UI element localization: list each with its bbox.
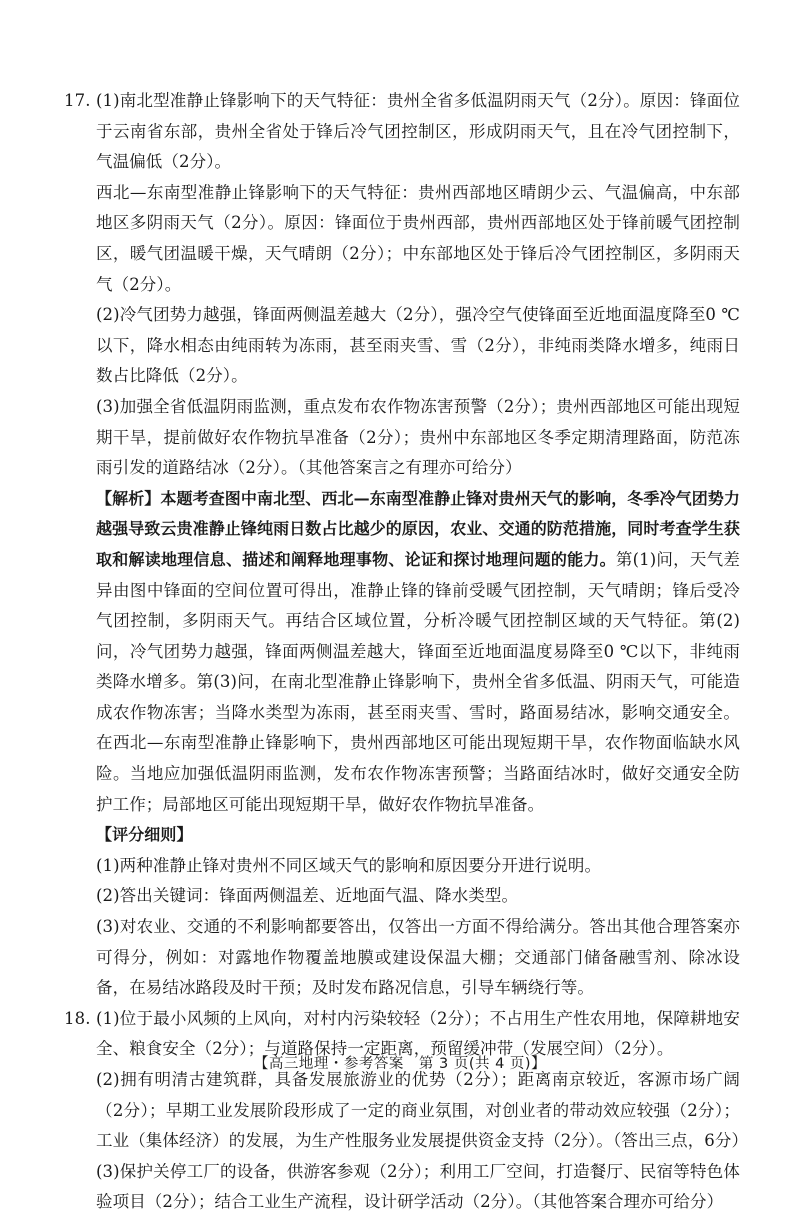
q17-analysis	[64, 484, 740, 821]
analysis-summary: 本题考查图中南北型、西北—东南型准静止锋对贵州天气的影响，冬季冷气团势力越强导致云贵准静止锋纯雨日数占比越少的原因，农业、交通的防范措施，同时考查学生获取和解读地理信息、描述和阐释地理事物、论证和探讨地理问题的能力。	[96, 488, 741, 569]
scoring-item-2: (2)答出关键词：锋面两侧温差、近地面气温、降水类型。	[96, 886, 519, 906]
q18-answer-3: (3)保护关停工厂的设备，供游客参观（2分）；利用工厂空间，打造餐厅、民宿等特色体验项目（2分）；结合工业生产流程，设计研学活动（2分）。（其他答案合理亦可给分）	[96, 1161, 740, 1212]
q17-number: 17.	[64, 91, 91, 110]
q18-a1-text: (1)位于最小风频的上风向，对村内污染较轻（2分）；不占用生产性农用地，保障耕地安全、粮食安全（2分）；与道路保持一定距离，预留缓冲带（发展空间）（2分）。	[96, 1008, 740, 1059]
page-footer: 【高三地理・参考答案 第 3 页(共 4 页)】	[253, 1056, 547, 1072]
q17-a1-part2: 西北—东南型准静止锋影响下的天气特征：贵州西部地区晴朗少云、气温偏高，中东部地区多阴雨天气（2分）。原因：锋面位于贵州西部，贵州西部地区处于锋前暖气团控制区，暖气团温暖干燥，天气晴朗（2分）；中东部地区处于锋后冷气团控制区，多阴雨天气（2分）。	[96, 182, 740, 294]
scoring-item-1: (1)两种准静止锋对贵州不同区域天气的影响和原因要分开进行说明。	[96, 855, 602, 875]
scoring-item-3: (3)对农业、交通的不利影响都要答出，仅答出一方面不得给满分。答出其他合理答案亦可得分，例如：对露地作物覆盖地膜或建设保温大棚；交通部门储备融雪剂、除冰设备，在易结冰路段及时干预；及时发布路况信息，引导车辆绕行等。	[96, 917, 740, 998]
scoring-label: 【评分细则】	[96, 825, 193, 845]
answer-content	[64, 86, 749, 1218]
q17-a1-part1: (1)南北型准静止锋影响下的天气特征：贵州全省多低温阴雨天气（2分）。原因：锋面位于云南省东部，贵州全省处于锋后冷气团控制区，形成阴雨天气，且在冷气团控制下，气温偏低（2分）。	[96, 91, 740, 172]
q17-answer-1	[64, 86, 740, 178]
q18-number: 18.	[64, 1008, 91, 1028]
analysis-label: 【解析】	[96, 488, 161, 508]
q17-answer-3: (3)加强全省低温阴雨监测，重点发布农作物冻害预警（2分）；贵州西部地区可能出现短期干旱，提前做好农作物抗旱准备（2分）；贵州中东部地区冬季定期清理路面，防范冻雨引发的道路结冰（2分）。（其他答案言之有理亦可给分）	[96, 396, 740, 478]
q17-answer-2: (2)冷气团势力越强，锋面两侧温差越大（2分），强冷空气使锋面至近地面温度降至0 ℃以下，降水相态由纯雨转为冻雨，甚至雨夹雪、雪（2分），非纯雨类降水增多，纯雨日数占比降低（2分）。	[96, 305, 740, 386]
analysis-detail: 第(1)问，天气差异由图中锋面的空间位置可得出，准静止锋的锋前受暖气团控制，天气晴朗；锋后受冷气团控制，多阴雨天气。再结合区域位置，分析冷暖气团控制区域的天气特征。第(2)问，冷气团势力越强，锋面两侧温差越大，锋面至近地面温度易降至0 ℃以下，非纯雨类降水增多。第(3)问，在南北型准静止锋影响下，贵州全省多低温、阴雨天气，可能造成农作物冻害；当降水类型为冻雨，甚至雨夹雪、雪时，路面易结冰，影响交通安全。在西北—东南型准静止锋影响下，贵州西部地区可能出现短期干旱，农作物面临缺水风险。当地应加强低温阴雨监测，发布农作物冻害预警；当路面结冰时，做好交通安全防护工作；局部地区可能出现短期干旱，做好农作物抗旱准备。	[96, 549, 741, 814]
q18-answer-2: (2)拥有明清古建筑群，具备发展旅游业的优势（2分）；距离南京较近，客源市场广阔（2分）；早期工业发展阶段形成了一定的商业氛围，对创业者的带动效应较强（2分）；工业（集体经济）的发展，为生产性服务业发展提供资金支持（2分）。（答出三点，6分）	[96, 1070, 749, 1151]
